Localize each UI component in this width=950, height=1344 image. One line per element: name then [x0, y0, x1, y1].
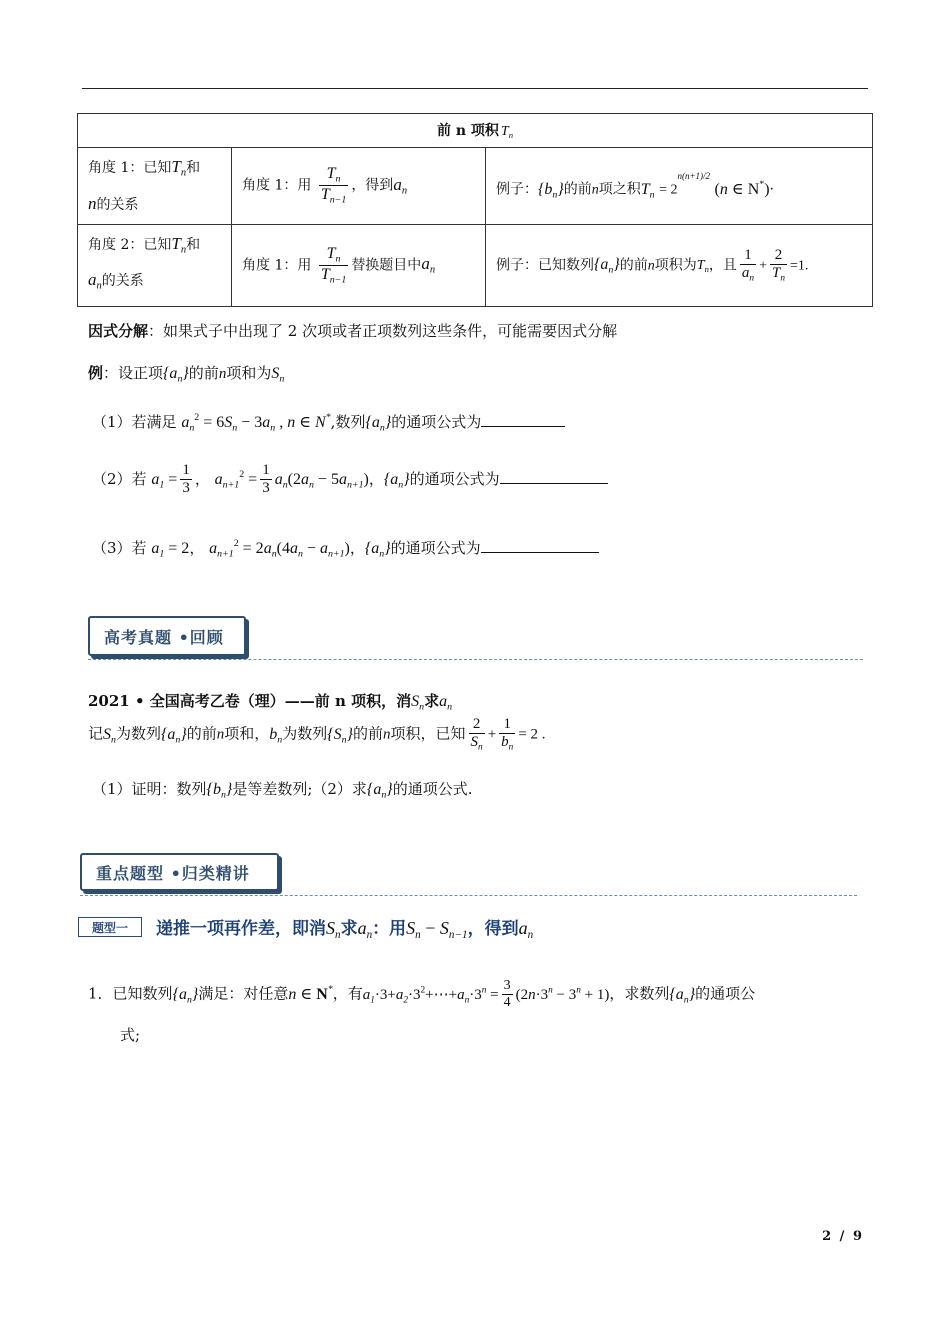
- section-title-a: 递推一项再作差，即消: [156, 919, 326, 938]
- row2-col2: 角度 1：用 $\frac{T_n}{T_{n-1}}$ 替换题目中$a_n$: [232, 224, 486, 306]
- problem1-e: 的通项公: [695, 984, 756, 1003]
- factor-note: [88, 320, 617, 341]
- exam-subquestions: （1）证明：数列$\{b_n\}$是等差数列;（2）求$\{a_n\}$的通项公式.: [92, 780, 473, 801]
- example-label: 例: [88, 364, 104, 382]
- banner-key-types: [80, 853, 279, 891]
- row2-col1: 角度 2：已知$T_n$和 $a_n$的关系: [78, 224, 232, 306]
- row2-col3-text-a: 例子：已知数列: [496, 257, 594, 274]
- exam-line2-b: 是等差数列;（2）求: [232, 780, 367, 798]
- exam-line1-c: 的前: [186, 724, 217, 743]
- row1-col2: 角度 1：用 $\frac{T_n}{T_{n-1}}$ ，得到$a_n$: [232, 148, 486, 225]
- table-row: [78, 224, 873, 306]
- problem1-num: 1．: [88, 984, 113, 1003]
- row2-col3: 例子：已知数列$\{a_n\}$的前n项积为$T_n$，且 $\frac{1}{a_n}$ + $\frac{2}{T_n}$ =1.: [486, 224, 873, 306]
- row1-col3-text-b: 的前: [563, 181, 592, 198]
- example-text2: 的前: [188, 364, 219, 382]
- question-2: （2）若 $a_1$ = $\frac{1}{3}$ ， $a_{n+1}^2$ = $\frac{1}{3}$ $a_n(2a_n - 5a_{n+1})$，$\{a_n\}$的通项公式为: [92, 462, 608, 498]
- row2-col1-text-b: 和: [186, 236, 201, 253]
- q1-prefix: （1）若满足: [92, 413, 177, 431]
- section-tag: [78, 917, 142, 937]
- table-header-text: 前 n 项积: [436, 123, 499, 140]
- product-table: [77, 113, 873, 307]
- table-row: [78, 148, 873, 225]
- problem1-b: 满足：对任意: [198, 984, 289, 1003]
- exam-line1-f: 的前: [353, 724, 384, 743]
- page-number: 2 / 9: [822, 1229, 864, 1244]
- section-title-d: ，得到: [467, 919, 519, 938]
- table-header-row: [78, 114, 873, 148]
- row1-col1: 角度 1：已知$T_n$和 n的关系: [78, 148, 232, 225]
- q3-suffix: 的通项公式为: [390, 539, 481, 557]
- problem1-a: 已知数列: [112, 984, 173, 1003]
- row2-col1-text-a: 角度 2：已知: [88, 236, 172, 253]
- section-title-c: ：用: [372, 919, 407, 938]
- exam-title: 2021 • 全国高考乙卷（理）——前 n 项积，消$S_n$求$a_n$: [88, 692, 453, 713]
- section-tag-text: 题型一: [91, 920, 128, 935]
- q3-answer-blank[interactable]: [481, 537, 599, 553]
- exam-line1-d: 项和，: [224, 724, 270, 743]
- row1-col2-text-a: 角度 1：用: [242, 177, 312, 194]
- row2-col3-text-d: ，且: [708, 257, 737, 274]
- exam-line2-c: 的通项公式.: [392, 780, 473, 798]
- question-3: （3）若 $a_1 = 2$， $a_{n+1}^2 = 2a_n(4a_n - a_{n+1})$，$\{a_n\}$的通项公式为: [92, 537, 599, 559]
- section-title: 递推一项再作差，即消$S_n$求$a_n$：用$S_n - S_{n-1}$，得到$a_n$: [156, 918, 534, 941]
- exam-line2-a: （1）证明：数列: [92, 780, 207, 798]
- row2-col1-text-c: 的关系: [101, 273, 144, 290]
- row1-col3-text-c: 项之积: [598, 181, 641, 198]
- row1-col2-text-b: ，得到: [351, 177, 394, 194]
- q2-prefix: （2）若: [92, 469, 147, 488]
- problem1-c: ，有: [332, 984, 363, 1003]
- banner-exam-divider: [88, 659, 863, 660]
- problem1-f: 式;: [120, 1026, 141, 1044]
- header-rule: [82, 88, 868, 89]
- q1-suffix: 的通项公式为: [391, 413, 482, 431]
- problem-1-cont: [120, 1024, 140, 1045]
- row2-col2-text-a: 角度 1：用: [242, 257, 312, 274]
- q1-mid: ,数列: [330, 413, 366, 431]
- row1-col3: 例子：$\{b_n\}$的前n项之积$T_n = 2^{n(n+1)/2}$ (n ∈ N*)·: [486, 148, 873, 225]
- row2-col3-text-b: 的前: [619, 257, 648, 274]
- example-text: ：设正项: [103, 364, 164, 382]
- q2-answer-blank[interactable]: [500, 468, 608, 484]
- factor-text: ：如果式子中出现了 2 次项或者正项数列这些条件，可能需要因式分解: [148, 322, 618, 340]
- row1-col3-text-a: 例子：: [496, 181, 538, 198]
- banner-key-types-label: 重点题型 •归类精讲: [96, 863, 250, 883]
- q3-prefix: （3）若: [92, 539, 147, 557]
- row1-col1-text-a: 角度 1：已知: [88, 160, 172, 176]
- exam-title-b: 求: [424, 692, 440, 710]
- q1-answer-blank[interactable]: [481, 411, 565, 427]
- example-line: 例：设正项$\{a_n\}$的前n项和为$S_n$: [88, 364, 285, 385]
- exam-line1-b: 为数列: [115, 724, 161, 743]
- example-text3: 项和为: [226, 364, 272, 382]
- section-title-b: 求: [340, 919, 358, 938]
- table-header: 前 n 项积 $T_n$: [78, 114, 873, 148]
- exam-title-a: 2021 • 全国高考乙卷（理）——前 n 项积，消: [88, 692, 412, 710]
- banner-exam-review: [88, 616, 246, 656]
- problem-1: 1．已知数列$\{a_n\}$满足：对任意n ∈ N*，有$a_1\cdot 3+a_2\cdot 3^2+\cdots+a_n\cdot 3^n$ = $\frac{3}{4}$ $(2n\cdot 3^n - 3^n + 1)$，求数列$\{a_n\}$的通项公: [88, 978, 756, 1011]
- factor-label: 因式分解: [88, 322, 149, 340]
- exam-line1-e: 为数列: [282, 724, 328, 743]
- exam-line1-a: 记: [88, 724, 104, 743]
- exam-statement: 记$S_n$为数列$\{a_n\}$的前n项和，$b_n$为数列$\{S_n\}$的前n项积，已知 $\frac{2}{S_n}$ + $\frac{1}{b_n}$ = 2 .: [88, 716, 546, 753]
- question-1: （1）若满足 $a_n^2 = 6S_n - 3a_n$ , n ∈ N*,数列$\{a_n\}$的通项公式为: [92, 411, 565, 433]
- row2-col2-text-b: 替换题目中: [351, 257, 422, 274]
- exam-line1-g: 项积，已知: [390, 724, 466, 743]
- banner-key-types-divider: [80, 895, 857, 896]
- row1-col1-text-b: 和: [186, 160, 201, 176]
- banner-exam-review-label: 高考真题 •回顾: [104, 627, 224, 647]
- q2-suffix: 的通项公式为: [409, 469, 500, 488]
- row1-col1-text-c: 的关系: [96, 196, 139, 213]
- problem1-d: ，求数列: [609, 984, 670, 1003]
- row2-col3-text-c: 项积为: [654, 257, 697, 274]
